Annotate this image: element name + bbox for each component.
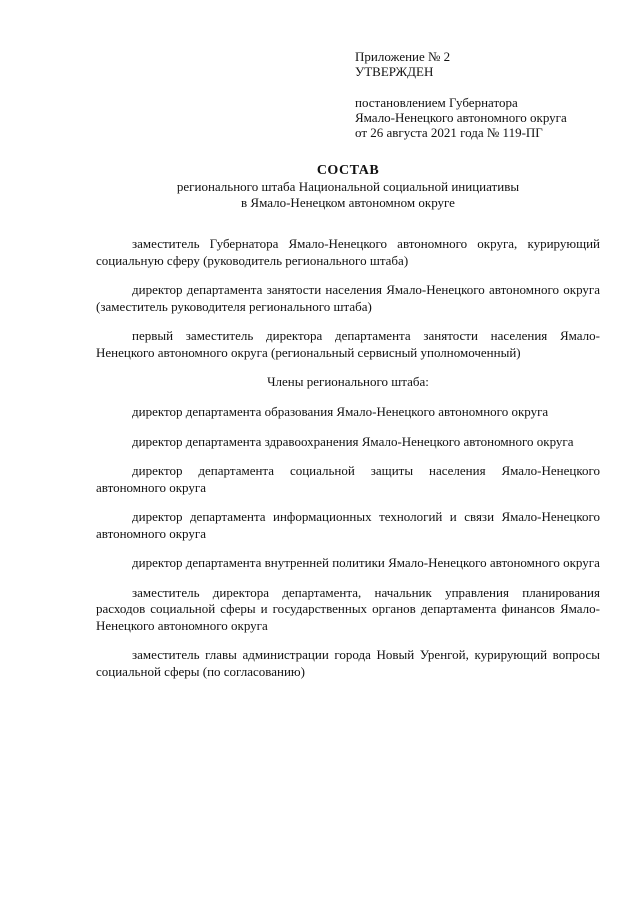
member-item: директор департамента внутренней политики Ямало-Ненецкого автономного округа (132, 555, 600, 570)
document-heading (96, 163, 600, 211)
members-heading: Члены регионального штаба: (267, 374, 429, 389)
leadership-item-deputy-head: директор департамента занятости населения Ямало-Ненецкого автономного округа (заместитель руководителя регионального штаба) (96, 282, 600, 314)
document-subtitle-2: в Ямало-Ненецком автономном округе (241, 195, 455, 210)
leadership-item-service-commissioner: первый заместитель директора департамента занятости населения Ямало-Ненецкого автономного округа (региональный сервисный уполномоченный) (96, 328, 600, 360)
approval-region: Ямало-Ненецкого автономного округа (355, 110, 567, 125)
member-item: директор департамента образования Ямало-Ненецкого автономного округа (132, 404, 549, 419)
approval-spacer (355, 79, 615, 95)
approval-decree: постановлением Губернатора (355, 95, 518, 110)
approval-block (355, 49, 615, 140)
approved-label: УТВЕРЖДЕН (355, 64, 434, 79)
member-item: заместитель директора департамента, начальник управления планирования расходов социальной сферы и государственных органов департамента финансов Ямало-Ненецкого автономного округа (96, 584, 600, 633)
member-item: директор департамента здравоохранения Ямало-Ненецкого автономного округа (132, 433, 574, 449)
member-item: директор департамента информационных технологий и связи Ямало-Ненецкого автономного округа (96, 509, 600, 541)
leadership-item-head: заместитель Губернатора Ямало-Ненецкого автономного округа, курирующий социальную сферу (руководитель регионального штаба) (96, 236, 600, 268)
approval-date: от 26 августа 2021 года № 119-ПГ (355, 125, 543, 140)
appendix-number: Приложение № 2 (355, 49, 451, 64)
composition-list (96, 236, 600, 693)
member-item: директор департамента социальной защиты населения Ямало-Ненецкого автономного округа (96, 463, 600, 495)
member-item: заместитель главы администрации города Новый Уренгой, курирующий вопросы социальной сферы (по согласованию) (96, 647, 600, 679)
document-subtitle-1: регионального штаба Национальной социальной инициативы (176, 179, 520, 194)
document-title: СОСТАВ (316, 163, 380, 178)
